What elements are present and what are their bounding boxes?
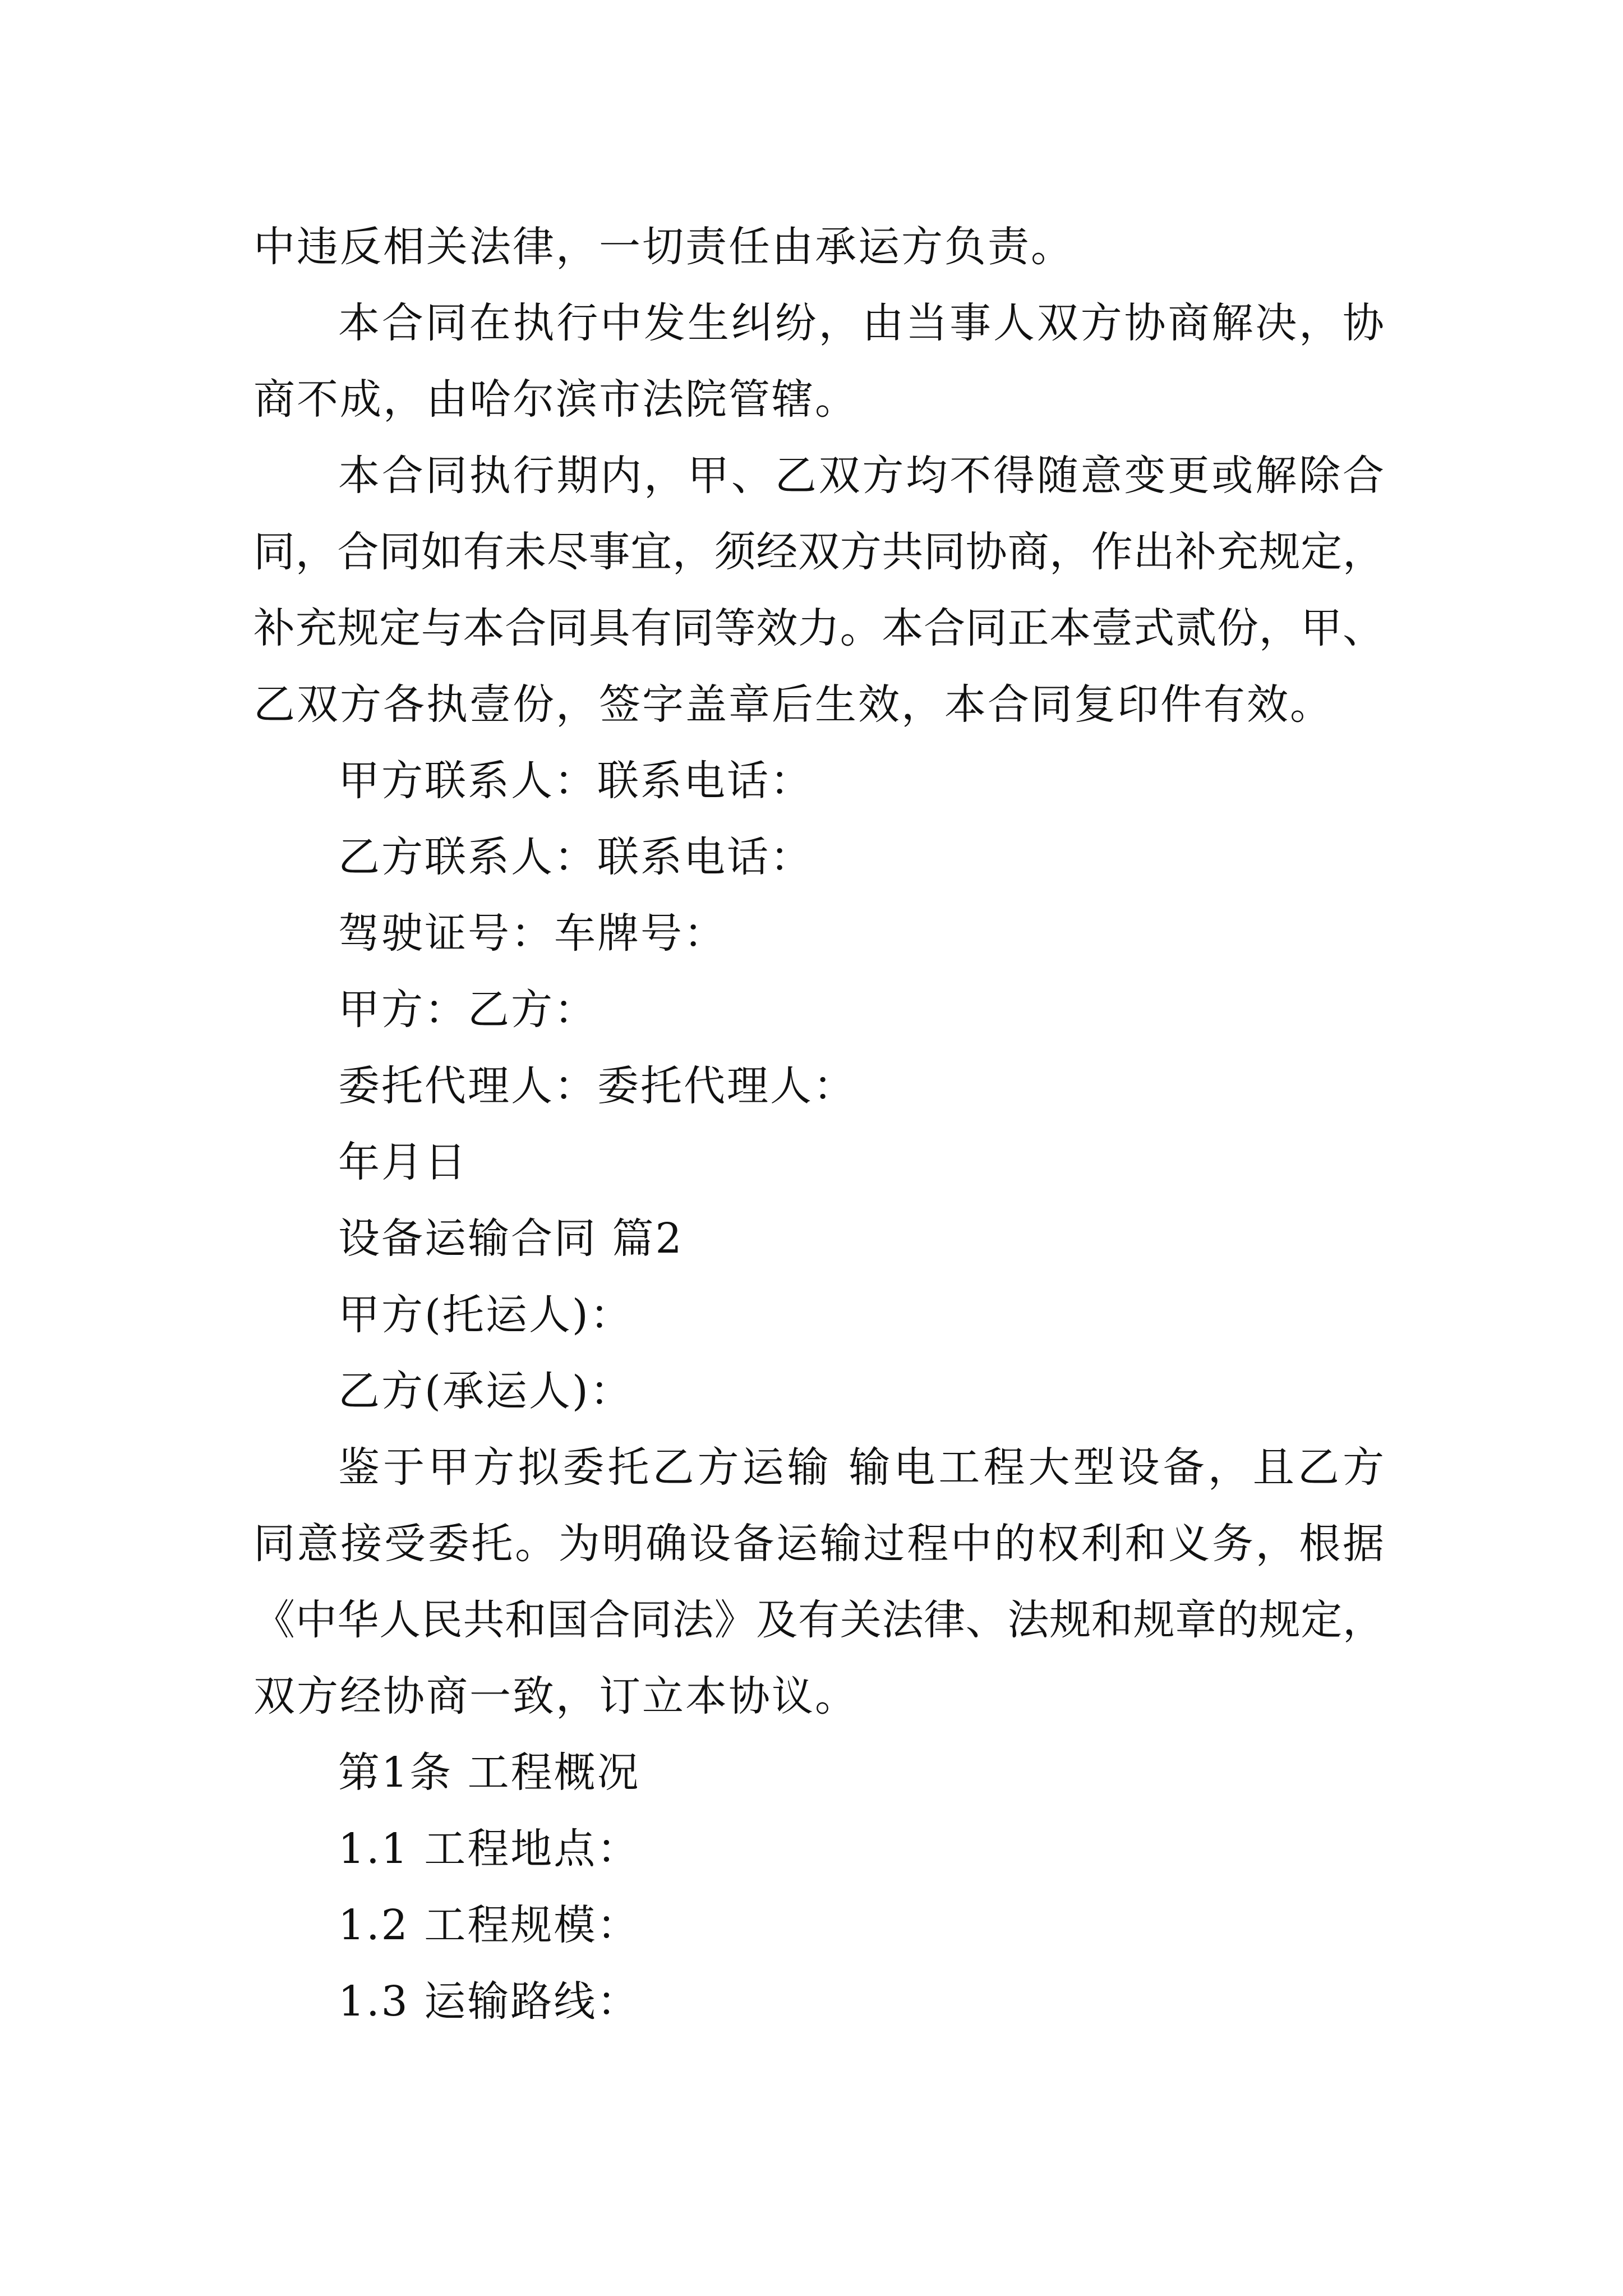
party-b-line: 乙方(承运人)： — [338, 1367, 633, 1415]
paragraph-line: 鉴于甲方拟委托乙方运输 输电工程大型设备，且乙方 — [338, 1443, 1384, 1492]
contact-line: 乙方联系人：联系电话： — [338, 833, 813, 881]
paragraph-line: 双方经协商一致，订立本协议。 — [253, 1672, 858, 1720]
paragraph-line: 中违反相关法律，一切责任由承运方负责。 — [253, 223, 1074, 271]
paragraph-line: 《中华人民共和国合同法》及有关法律、法规和规章的规定， — [253, 1596, 1384, 1644]
party-a-line: 甲方(托运人)： — [338, 1291, 633, 1339]
paragraph-line: 同意接受委托。为明确设备运输过程中的权利和义务，根据 — [253, 1520, 1384, 1568]
agent-line: 委托代理人：委托代理人： — [338, 1062, 856, 1110]
paragraph-line: 乙双方各执壹份，签字盖章后生效，本合同复印件有效。 — [253, 680, 1333, 729]
article-heading: 第1条 工程概况 — [338, 1749, 640, 1797]
clause-line: 1.2 工程规模： — [338, 1901, 640, 1949]
clause-line: 1.3 运输路线： — [338, 1977, 640, 2026]
paragraph-line: 本合同在执行中发生纠纷，由当事人双方协商解决，协 — [338, 299, 1384, 347]
paragraph-line: 本合同执行期内，甲、乙双方均不得随意变更或解除合 — [338, 452, 1384, 500]
contact-line: 甲方联系人：联系电话： — [338, 757, 813, 805]
paragraph-line: 补充规定与本合同具有同等效力。本合同正本壹式贰份，甲、 — [253, 604, 1384, 652]
party-line: 甲方：乙方： — [338, 986, 597, 1034]
paragraph-line: 同，合同如有未尽事宜，须经双方共同协商，作出补充规定， — [253, 528, 1384, 576]
section-heading: 设备运输合同 篇2 — [338, 1214, 684, 1263]
clause-line: 1.1 工程地点： — [338, 1825, 640, 1873]
license-line: 驾驶证号：车牌号： — [338, 909, 727, 958]
date-line: 年月日 — [338, 1138, 468, 1186]
paragraph-line: 商不成，由哈尔滨市法院管辖。 — [253, 375, 858, 424]
